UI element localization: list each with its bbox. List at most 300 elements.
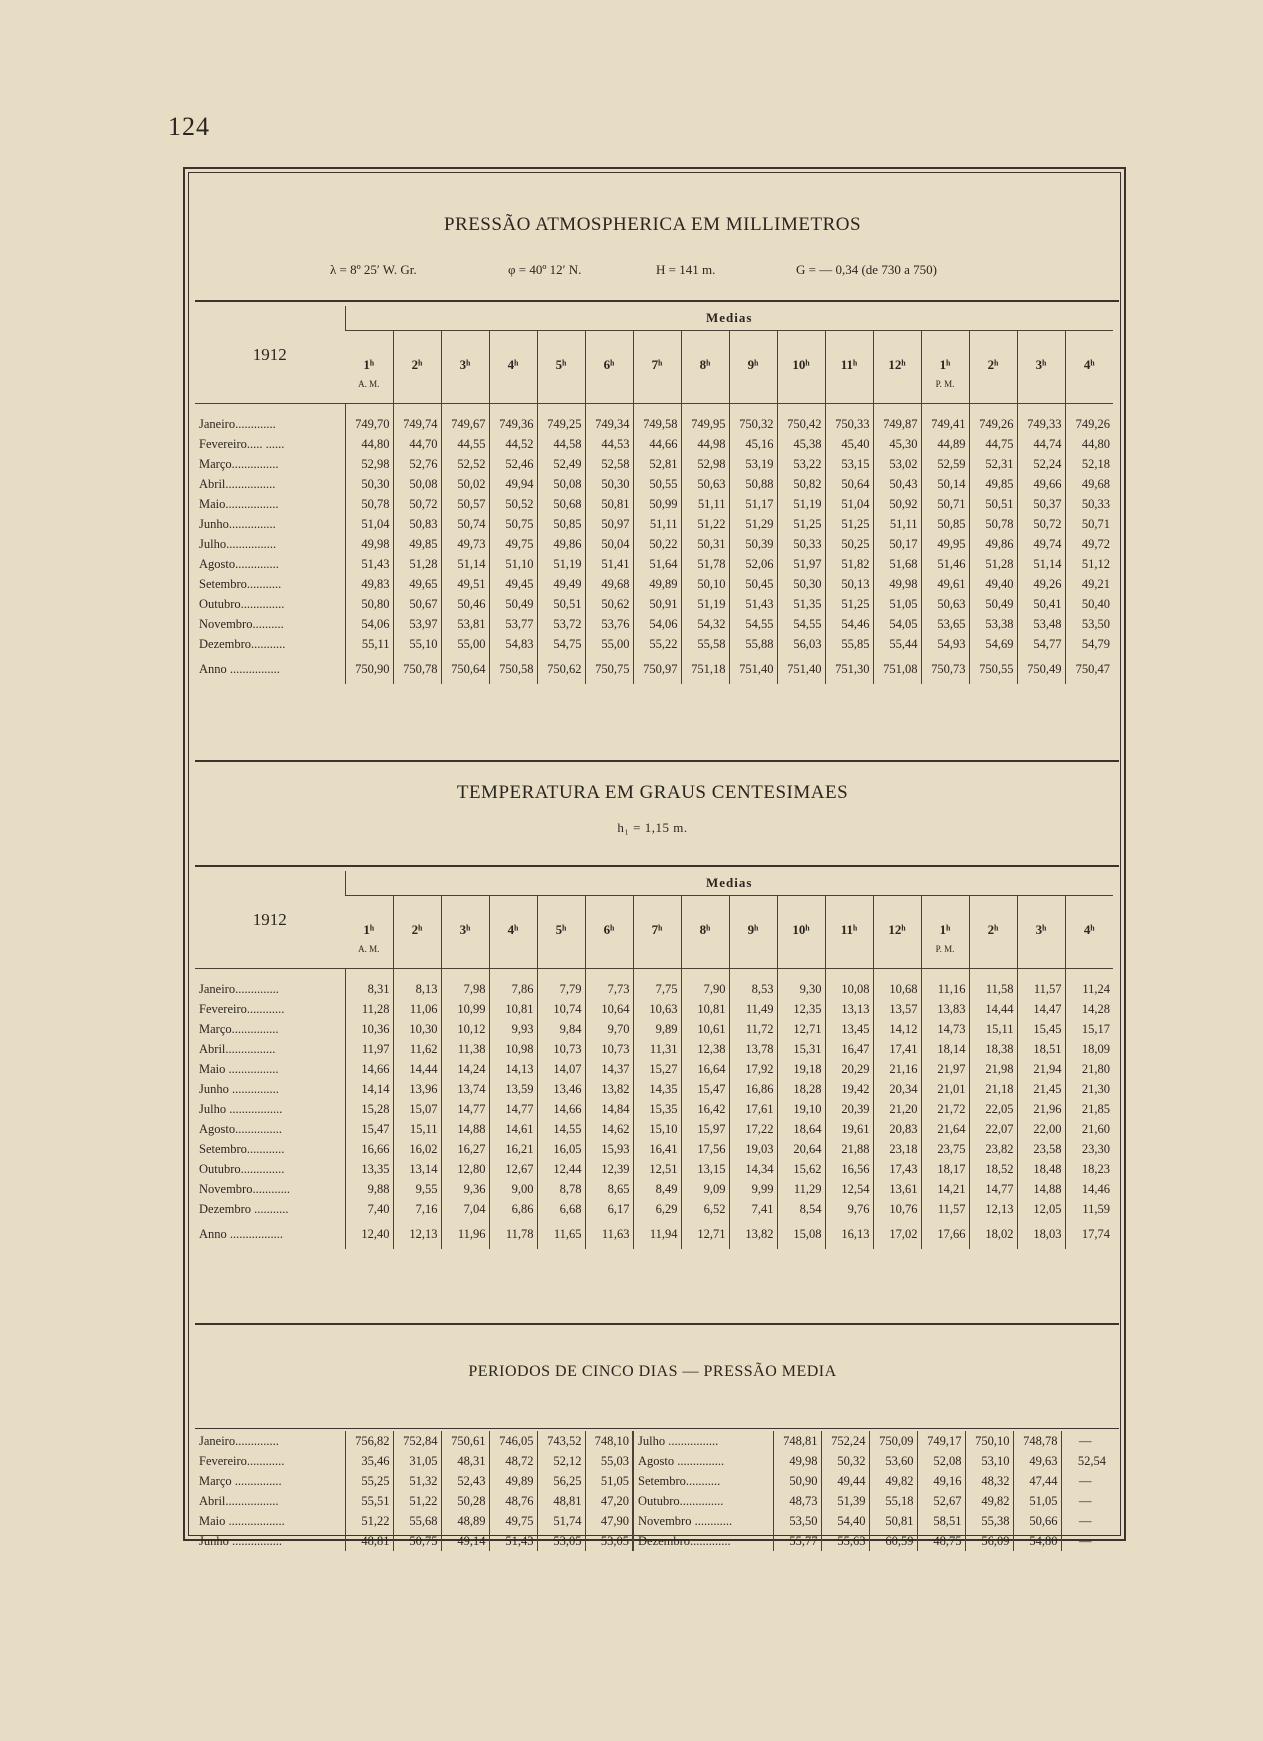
value-cell: 7,98 xyxy=(441,979,489,999)
value-cell: 21,72 xyxy=(921,1099,969,1119)
value-cell: 54,46 xyxy=(825,614,873,634)
hour-header xyxy=(873,331,921,404)
value-cell: 14,46 xyxy=(1065,1179,1113,1199)
value-cell: 51,39 xyxy=(821,1491,869,1511)
param-longitude: λ = 8º 25′ W. Gr. xyxy=(330,262,417,277)
hour-label: 5ʰ xyxy=(555,922,567,937)
value-cell: 23,58 xyxy=(1017,1139,1065,1159)
value-cell: — xyxy=(1061,1491,1109,1511)
hour-header xyxy=(345,896,393,969)
param-latitude: φ = 40º 12′ N. xyxy=(508,262,582,277)
value-cell: 748,10 xyxy=(585,1431,633,1451)
value-cell: 53,19 xyxy=(729,454,777,474)
value-cell: 50,52 xyxy=(489,494,537,514)
value-cell: 54,32 xyxy=(681,614,729,634)
month-label: Abril................ xyxy=(199,476,276,491)
temperature-title: TEMPERATURA EM GRAUS CENTESIMAES xyxy=(456,782,849,803)
hour-label: 10ʰ xyxy=(792,922,810,937)
value-cell: 12,38 xyxy=(681,1039,729,1059)
value-cell: 6,86 xyxy=(489,1199,537,1219)
value-cell: 14,77 xyxy=(441,1099,489,1119)
value-cell: 15,11 xyxy=(969,1019,1017,1039)
value-cell: 9,76 xyxy=(825,1199,873,1219)
value-cell: 21,30 xyxy=(1065,1079,1113,1099)
value-cell: 14,77 xyxy=(969,1179,1017,1199)
value-cell: 20,39 xyxy=(825,1099,873,1119)
table-row xyxy=(195,1139,1113,1159)
value-cell: 44,75 xyxy=(969,434,1017,454)
value-cell: 50,49 xyxy=(489,594,537,614)
value-cell: 10,73 xyxy=(537,1039,585,1059)
hour-header xyxy=(537,331,585,404)
rule xyxy=(195,865,1119,867)
pm-label: P. M. xyxy=(935,379,955,389)
hour-header xyxy=(393,331,441,404)
value-cell: 13,35 xyxy=(345,1159,393,1179)
month-label: Agosto ............... xyxy=(633,1451,773,1471)
value-cell: 51,11 xyxy=(681,494,729,514)
hour-label: 2ʰ xyxy=(987,922,999,937)
month-label: Outubro.............. xyxy=(199,596,285,611)
month-label: Novembro............ xyxy=(199,1181,290,1196)
value-cell: 49,82 xyxy=(869,1471,917,1491)
month-label: Março ............... xyxy=(199,1473,282,1488)
value-cell: 16,05 xyxy=(537,1139,585,1159)
value-cell: 49,49 xyxy=(537,574,585,594)
value-cell: 750,78 xyxy=(393,654,441,684)
value-cell: 18,03 xyxy=(1017,1219,1065,1249)
value-cell: — xyxy=(1061,1431,1109,1451)
value-cell: 13,45 xyxy=(825,1019,873,1039)
value-cell: 54,79 xyxy=(1065,634,1113,654)
month-label: Fevereiro............ xyxy=(199,1453,285,1468)
hour-header xyxy=(633,896,681,969)
hour-label: 3ʰ xyxy=(459,922,471,937)
table-row xyxy=(195,594,1113,614)
value-cell: 50,81 xyxy=(869,1511,917,1531)
value-cell: 45,16 xyxy=(729,434,777,454)
value-cell: 49,94 xyxy=(489,474,537,494)
value-cell: 751,30 xyxy=(825,654,873,684)
month-label: Fevereiro..... ...... xyxy=(199,436,285,451)
value-cell: 8,49 xyxy=(633,1179,681,1199)
value-cell: 16,13 xyxy=(825,1219,873,1249)
value-cell: 50,63 xyxy=(681,474,729,494)
value-cell: 48,73 xyxy=(773,1491,821,1511)
value-cell: 18,51 xyxy=(1017,1039,1065,1059)
value-cell: 45,38 xyxy=(777,434,825,454)
month-label: Abril................ xyxy=(199,1041,276,1056)
value-cell: 749,67 xyxy=(441,414,489,434)
value-cell: 51,25 xyxy=(825,514,873,534)
value-cell: 14,73 xyxy=(921,1019,969,1039)
value-cell: 51,25 xyxy=(777,514,825,534)
value-cell: 10,81 xyxy=(489,999,537,1019)
value-cell: 53,05 xyxy=(585,1531,633,1551)
value-cell: 50,31 xyxy=(681,534,729,554)
hour-label: 11ʰ xyxy=(840,357,858,372)
value-cell: 10,08 xyxy=(825,979,873,999)
table-row xyxy=(195,434,1113,454)
value-cell: 750,61 xyxy=(441,1431,489,1451)
value-cell: 750,75 xyxy=(585,654,633,684)
table-row xyxy=(195,1179,1113,1199)
value-cell: 12,13 xyxy=(393,1219,441,1249)
value-cell: 48,32 xyxy=(965,1471,1013,1491)
value-cell: 50,67 xyxy=(393,594,441,614)
hour-header xyxy=(537,896,585,969)
value-cell: 50,66 xyxy=(1013,1511,1061,1531)
value-cell: 10,36 xyxy=(345,1019,393,1039)
month-label: Novembro ............ xyxy=(633,1511,773,1531)
month-label: Setembro........... xyxy=(633,1471,773,1491)
value-cell: 55,25 xyxy=(345,1471,393,1491)
value-cell: 11,63 xyxy=(585,1219,633,1249)
value-cell: 14,35 xyxy=(633,1079,681,1099)
table-row xyxy=(195,634,1113,654)
value-cell: 11,58 xyxy=(969,979,1017,999)
table-row xyxy=(195,554,1113,574)
hour-header xyxy=(489,331,537,404)
value-cell: 48,76 xyxy=(489,1491,537,1511)
value-cell: 14,44 xyxy=(393,1059,441,1079)
value-cell: 35,46 xyxy=(345,1451,393,1471)
anno-row xyxy=(195,1219,1113,1249)
month-label: Dezembro........... xyxy=(199,636,286,651)
value-cell: 14,66 xyxy=(345,1059,393,1079)
value-cell: 50,39 xyxy=(729,534,777,554)
value-cell: 60,59 xyxy=(869,1531,917,1551)
value-cell: 50,82 xyxy=(777,474,825,494)
anno-row xyxy=(195,654,1113,684)
value-cell: 51,14 xyxy=(1017,554,1065,574)
value-cell: 55,44 xyxy=(873,634,921,654)
month-label: Janeiro.............. xyxy=(199,981,279,996)
value-cell: 13,83 xyxy=(921,999,969,1019)
value-cell: 16,27 xyxy=(441,1139,489,1159)
value-cell: 23,30 xyxy=(1065,1139,1113,1159)
value-cell: 50,92 xyxy=(873,494,921,514)
value-cell: 16,86 xyxy=(729,1079,777,1099)
value-cell: 48,75 xyxy=(917,1531,965,1551)
value-cell: 51,22 xyxy=(681,514,729,534)
value-cell: 50,68 xyxy=(537,494,585,514)
value-cell: 55,22 xyxy=(633,634,681,654)
value-cell: 14,28 xyxy=(1065,999,1113,1019)
value-cell: 749,58 xyxy=(633,414,681,434)
value-cell: 12,67 xyxy=(489,1159,537,1179)
value-cell: 49,98 xyxy=(345,534,393,554)
value-cell: 51,78 xyxy=(681,554,729,574)
value-cell: 52,24 xyxy=(1017,454,1065,474)
value-cell: 53,48 xyxy=(1017,614,1065,634)
value-cell: 14,24 xyxy=(441,1059,489,1079)
month-label: Agosto.............. xyxy=(199,556,279,571)
value-cell: 44,70 xyxy=(393,434,441,454)
value-cell: 14,07 xyxy=(537,1059,585,1079)
value-cell: 18,28 xyxy=(777,1079,825,1099)
value-cell: 49,82 xyxy=(965,1491,1013,1511)
hour-header xyxy=(969,331,1017,404)
value-cell: 13,13 xyxy=(825,999,873,1019)
value-cell: 47,90 xyxy=(585,1511,633,1531)
value-cell: 750,33 xyxy=(825,414,873,434)
value-cell: 54,06 xyxy=(345,614,393,634)
value-cell: 50,81 xyxy=(585,494,633,514)
table-row xyxy=(195,979,1113,999)
hour-label: 1ʰ xyxy=(939,922,951,937)
value-cell: 11,29 xyxy=(777,1179,825,1199)
hour-label: 8ʰ xyxy=(699,922,711,937)
value-cell: 50,14 xyxy=(921,474,969,494)
value-cell: 49,72 xyxy=(1065,534,1113,554)
value-cell: 10,98 xyxy=(489,1039,537,1059)
value-cell: 9,30 xyxy=(777,979,825,999)
value-cell: 51,29 xyxy=(729,514,777,534)
value-cell: 50,04 xyxy=(585,534,633,554)
value-cell: 11,57 xyxy=(921,1199,969,1219)
value-cell: 13,78 xyxy=(729,1039,777,1059)
value-cell: 31,05 xyxy=(393,1451,441,1471)
value-cell: 750,58 xyxy=(489,654,537,684)
value-cell: 11,16 xyxy=(921,979,969,999)
value-cell: 21,16 xyxy=(873,1059,921,1079)
hour-label: 4ʰ xyxy=(1083,357,1095,372)
value-cell: 756,82 xyxy=(345,1431,393,1451)
value-cell: 55,00 xyxy=(441,634,489,654)
hour-header xyxy=(777,331,825,404)
value-cell: 50,78 xyxy=(969,514,1017,534)
month-label: Março............... xyxy=(199,456,279,471)
hour-label: 2ʰ xyxy=(987,357,999,372)
value-cell: 50,99 xyxy=(633,494,681,514)
value-cell: 12,51 xyxy=(633,1159,681,1179)
hour-label: 4ʰ xyxy=(507,922,519,937)
value-cell: 50,97 xyxy=(585,514,633,534)
value-cell: 9,00 xyxy=(489,1179,537,1199)
value-cell: 48,81 xyxy=(537,1491,585,1511)
value-cell: 18,17 xyxy=(921,1159,969,1179)
value-cell: 50,90 xyxy=(773,1471,821,1491)
value-cell: 750,47 xyxy=(1065,654,1113,684)
hour-label: 7ʰ xyxy=(651,922,663,937)
pm-label: P. M. xyxy=(935,944,955,954)
value-cell: 16,47 xyxy=(825,1039,873,1059)
value-cell: 11,62 xyxy=(393,1039,441,1059)
value-cell: 51,17 xyxy=(729,494,777,514)
table-row xyxy=(195,514,1113,534)
table-row xyxy=(195,1471,1109,1491)
month-label: Novembro.......... xyxy=(199,616,284,631)
value-cell: 53,76 xyxy=(585,614,633,634)
value-cell: 50,71 xyxy=(921,494,969,514)
value-cell: 752,24 xyxy=(821,1431,869,1451)
value-cell: 750,90 xyxy=(345,654,393,684)
value-cell: 50,10 xyxy=(681,574,729,594)
value-cell: 16,42 xyxy=(681,1099,729,1119)
value-cell: 15,35 xyxy=(633,1099,681,1119)
hour-label: 5ʰ xyxy=(555,357,567,372)
value-cell: 50,08 xyxy=(393,474,441,494)
pressure-table xyxy=(195,306,1113,684)
value-cell: 51,82 xyxy=(825,554,873,574)
value-cell: 50,64 xyxy=(825,474,873,494)
value-cell: 11,72 xyxy=(729,1019,777,1039)
value-cell: 53,38 xyxy=(969,614,1017,634)
hour-label: 4ʰ xyxy=(507,357,519,372)
value-cell: 51,28 xyxy=(393,554,441,574)
value-cell: 750,09 xyxy=(869,1431,917,1451)
value-cell: 13,57 xyxy=(873,999,921,1019)
value-cell: 15,62 xyxy=(777,1159,825,1179)
value-cell: 15,08 xyxy=(777,1219,825,1249)
month-label: Dezembro............. xyxy=(633,1531,773,1551)
value-cell: 50,02 xyxy=(441,474,489,494)
value-cell: 55,51 xyxy=(345,1491,393,1511)
medias-label: Medias xyxy=(345,871,1113,896)
value-cell: 52,58 xyxy=(585,454,633,474)
value-cell: 7,75 xyxy=(633,979,681,999)
value-cell: 9,89 xyxy=(633,1019,681,1039)
hour-label: 6ʰ xyxy=(603,357,615,372)
value-cell: 52,59 xyxy=(921,454,969,474)
table-row xyxy=(195,1119,1113,1139)
value-cell: 50,32 xyxy=(821,1451,869,1471)
param-gravity: G = — 0,34 (de 730 a 750) xyxy=(796,262,937,277)
value-cell: 13,14 xyxy=(393,1159,441,1179)
value-cell: 51,46 xyxy=(921,554,969,574)
value-cell: 16,66 xyxy=(345,1139,393,1159)
value-cell: 17,66 xyxy=(921,1219,969,1249)
value-cell: 53,50 xyxy=(1065,614,1113,634)
hour-header xyxy=(681,896,729,969)
value-cell: 21,98 xyxy=(969,1059,1017,1079)
value-cell: 54,69 xyxy=(969,634,1017,654)
value-cell: 7,16 xyxy=(393,1199,441,1219)
value-cell: 52,31 xyxy=(969,454,1017,474)
value-cell: 55,10 xyxy=(393,634,441,654)
value-cell: 21,97 xyxy=(921,1059,969,1079)
value-cell: 13,96 xyxy=(393,1079,441,1099)
value-cell: 751,40 xyxy=(777,654,825,684)
value-cell: 14,84 xyxy=(585,1099,633,1119)
value-cell: 50,45 xyxy=(729,574,777,594)
month-label: Agosto............... xyxy=(199,1121,282,1136)
value-cell: 11,97 xyxy=(345,1039,393,1059)
rule xyxy=(195,300,1119,302)
table-row xyxy=(195,474,1113,494)
value-cell: 748,78 xyxy=(1013,1431,1061,1451)
value-cell: 14,44 xyxy=(969,999,1017,1019)
value-cell: 48,81 xyxy=(345,1531,393,1551)
medias-label: Medias xyxy=(345,306,1113,331)
value-cell: 8,65 xyxy=(585,1179,633,1199)
table-row xyxy=(195,1531,1109,1551)
value-cell: 50,30 xyxy=(585,474,633,494)
value-cell: 50,72 xyxy=(1017,514,1065,534)
value-cell: 10,81 xyxy=(681,999,729,1019)
value-cell: 18,38 xyxy=(969,1039,1017,1059)
value-cell: 51,11 xyxy=(633,514,681,534)
value-cell: 50,85 xyxy=(537,514,585,534)
value-cell: 12,35 xyxy=(777,999,825,1019)
value-cell: 51,22 xyxy=(345,1511,393,1531)
hour-label: 11ʰ xyxy=(840,922,858,937)
value-cell: 11,94 xyxy=(633,1219,681,1249)
value-cell: — xyxy=(1061,1531,1109,1551)
value-cell: 10,74 xyxy=(537,999,585,1019)
value-cell: 44,55 xyxy=(441,434,489,454)
value-cell: 52,67 xyxy=(917,1491,965,1511)
table-row xyxy=(195,494,1113,514)
value-cell: 51,12 xyxy=(1065,554,1113,574)
month-label: Maio ................ xyxy=(199,1061,279,1076)
table-row xyxy=(195,1431,1109,1451)
value-cell: 50,33 xyxy=(1065,494,1113,514)
table-row xyxy=(195,1099,1113,1119)
value-cell: 10,68 xyxy=(873,979,921,999)
value-cell: 51,25 xyxy=(825,594,873,614)
value-cell: 19,61 xyxy=(825,1119,873,1139)
value-cell: 52,49 xyxy=(537,454,585,474)
value-cell: 50,22 xyxy=(633,534,681,554)
value-cell: 52,18 xyxy=(1065,454,1113,474)
value-cell: 14,14 xyxy=(345,1079,393,1099)
month-label: Junho............... xyxy=(199,516,276,531)
value-cell: 49,16 xyxy=(917,1471,965,1491)
hour-header xyxy=(1017,331,1065,404)
value-cell: 22,07 xyxy=(969,1119,1017,1139)
table-row xyxy=(195,1491,1109,1511)
value-cell: 52,54 xyxy=(1061,1451,1109,1471)
value-cell: 51,32 xyxy=(393,1471,441,1491)
value-cell: 50,28 xyxy=(441,1491,489,1511)
value-cell: 53,72 xyxy=(537,614,585,634)
value-cell: 6,68 xyxy=(537,1199,585,1219)
value-cell: 52,12 xyxy=(537,1451,585,1471)
value-cell: 16,41 xyxy=(633,1139,681,1159)
value-cell: 49,65 xyxy=(393,574,441,594)
value-cell: 12,54 xyxy=(825,1179,873,1199)
value-cell: 749,17 xyxy=(917,1431,965,1451)
value-cell: 13,82 xyxy=(729,1219,777,1249)
param-altitude: H = 141 m. xyxy=(656,262,716,277)
value-cell: 50,40 xyxy=(1065,594,1113,614)
value-cell: 10,12 xyxy=(441,1019,489,1039)
value-cell: 14,88 xyxy=(1017,1179,1065,1199)
value-cell: 54,55 xyxy=(729,614,777,634)
value-cell: 14,61 xyxy=(489,1119,537,1139)
value-cell: 19,10 xyxy=(777,1099,825,1119)
value-cell: 17,61 xyxy=(729,1099,777,1119)
table-row xyxy=(195,534,1113,554)
value-cell: 49,89 xyxy=(489,1471,537,1491)
value-cell: 15,45 xyxy=(1017,1019,1065,1039)
header-separator xyxy=(195,404,1113,415)
value-cell: 7,73 xyxy=(585,979,633,999)
value-cell: 50,55 xyxy=(633,474,681,494)
value-cell: 55,88 xyxy=(729,634,777,654)
value-cell: 7,41 xyxy=(729,1199,777,1219)
value-cell: 50,30 xyxy=(345,474,393,494)
am-label: A. M. xyxy=(358,379,380,389)
value-cell: 22,00 xyxy=(1017,1119,1065,1139)
periods-table xyxy=(195,1431,1109,1551)
value-cell: 53,22 xyxy=(777,454,825,474)
value-cell: 11,31 xyxy=(633,1039,681,1059)
value-cell: 50,57 xyxy=(441,494,489,514)
value-cell: 15,17 xyxy=(1065,1019,1113,1039)
